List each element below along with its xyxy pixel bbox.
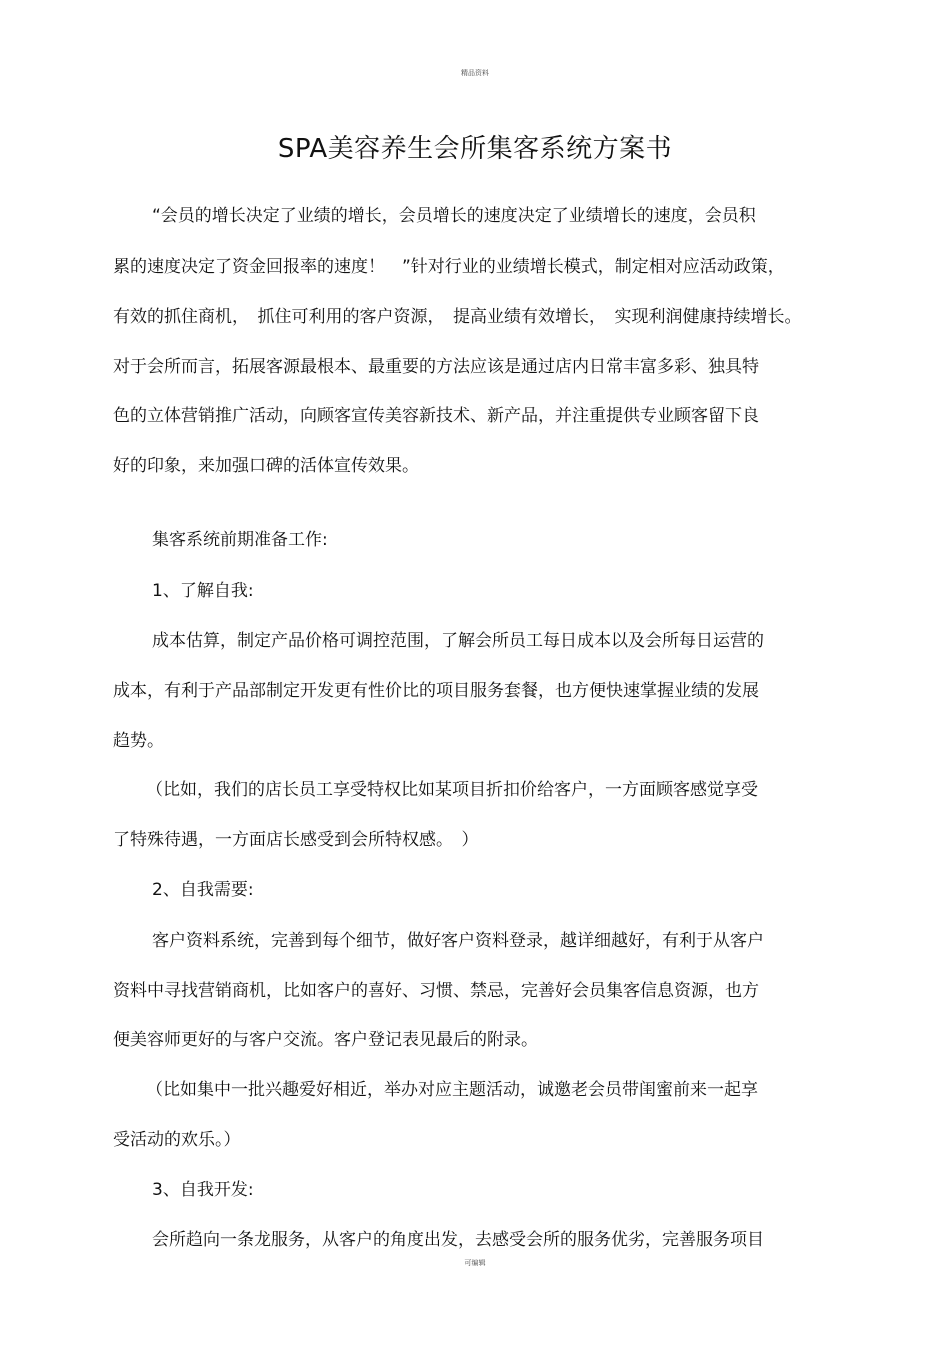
example-note-line: 受活动的欢乐。） [113,1130,241,1150]
example-note-line: （比如集中一批兴趣爱好相近，举办对应主题活动，诚邀老会员带闺蜜前来一起享 [146,1080,758,1100]
paragraph-line: 色的立体营销推广活动，向顾客宣传美容新技术、新产品，并注重提供专业顾客留下良 [113,406,759,426]
subsection-heading: 3、自我开发: [152,1180,254,1200]
paragraph-line: 成本，有利于产品部制定开发更有性价比的项目服务套餐，也方便快速掌握业绩的发展 [113,681,759,701]
example-note-line: 了特殊待遇，一方面店长感受到会所特权感。 ） [113,830,479,850]
paragraph-line: 资料中寻找营销商机，比如客户的喜好、习惯、禁忌，完善好会员集客信息资源，也方 [113,981,759,1001]
paragraph-line: 有效的抓住商机， 抓住可利用的客户资源， 提高业绩有效增长， 实现利润健康持续增长。 [113,307,802,327]
paragraph-line: 成本估算，制定产品价格可调控范围，了解会所员工每日成本以及会所每日运营的 [152,631,764,651]
paragraph-line: 对于会所而言，拓展客源最根本、最重要的方法应该是通过店内日常丰富多彩、独具特 [113,357,759,377]
page-footer: 可编辑 [464,1259,486,1267]
paragraph-line: 趋势。 [113,731,164,751]
example-note-line: （比如，我们的店长员工享受特权比如某项目折扣价给客户，一方面顾客感觉享受 [146,780,758,800]
document-title: SPA美容养生会所集客系统方案书 [277,134,673,164]
subsection-heading: 2、自我需要: [152,880,254,900]
subsection-heading: 1、了解自我: [152,581,254,601]
page-header: 精品资料 [461,69,489,77]
paragraph-line: 便美容师更好的与客户交流。客户登记表见最后的附录。 [113,1030,538,1050]
paragraph-line: 好的印象，来加强口碑的活体宣传效果。 [113,456,419,476]
paragraph-line: “会员的增长决定了业绩的增长，会员增长的速度决定了业绩增长的速度，会员积 [152,206,756,226]
paragraph-line: 累的速度决定了资金回报率的速度！ ”针对行业的业绩增长模式，制定相对应活动政策， [113,257,785,277]
section-heading: 集客系统前期准备工作: [152,530,328,550]
paragraph-line: 客户资料系统，完善到每个细节，做好客户资料登录，越详细越好，有利于从客户 [152,931,764,951]
paragraph-line: 会所趋向一条龙服务，从客户的角度出发，去感受会所的服务优劣，完善服务项目 [152,1230,764,1250]
